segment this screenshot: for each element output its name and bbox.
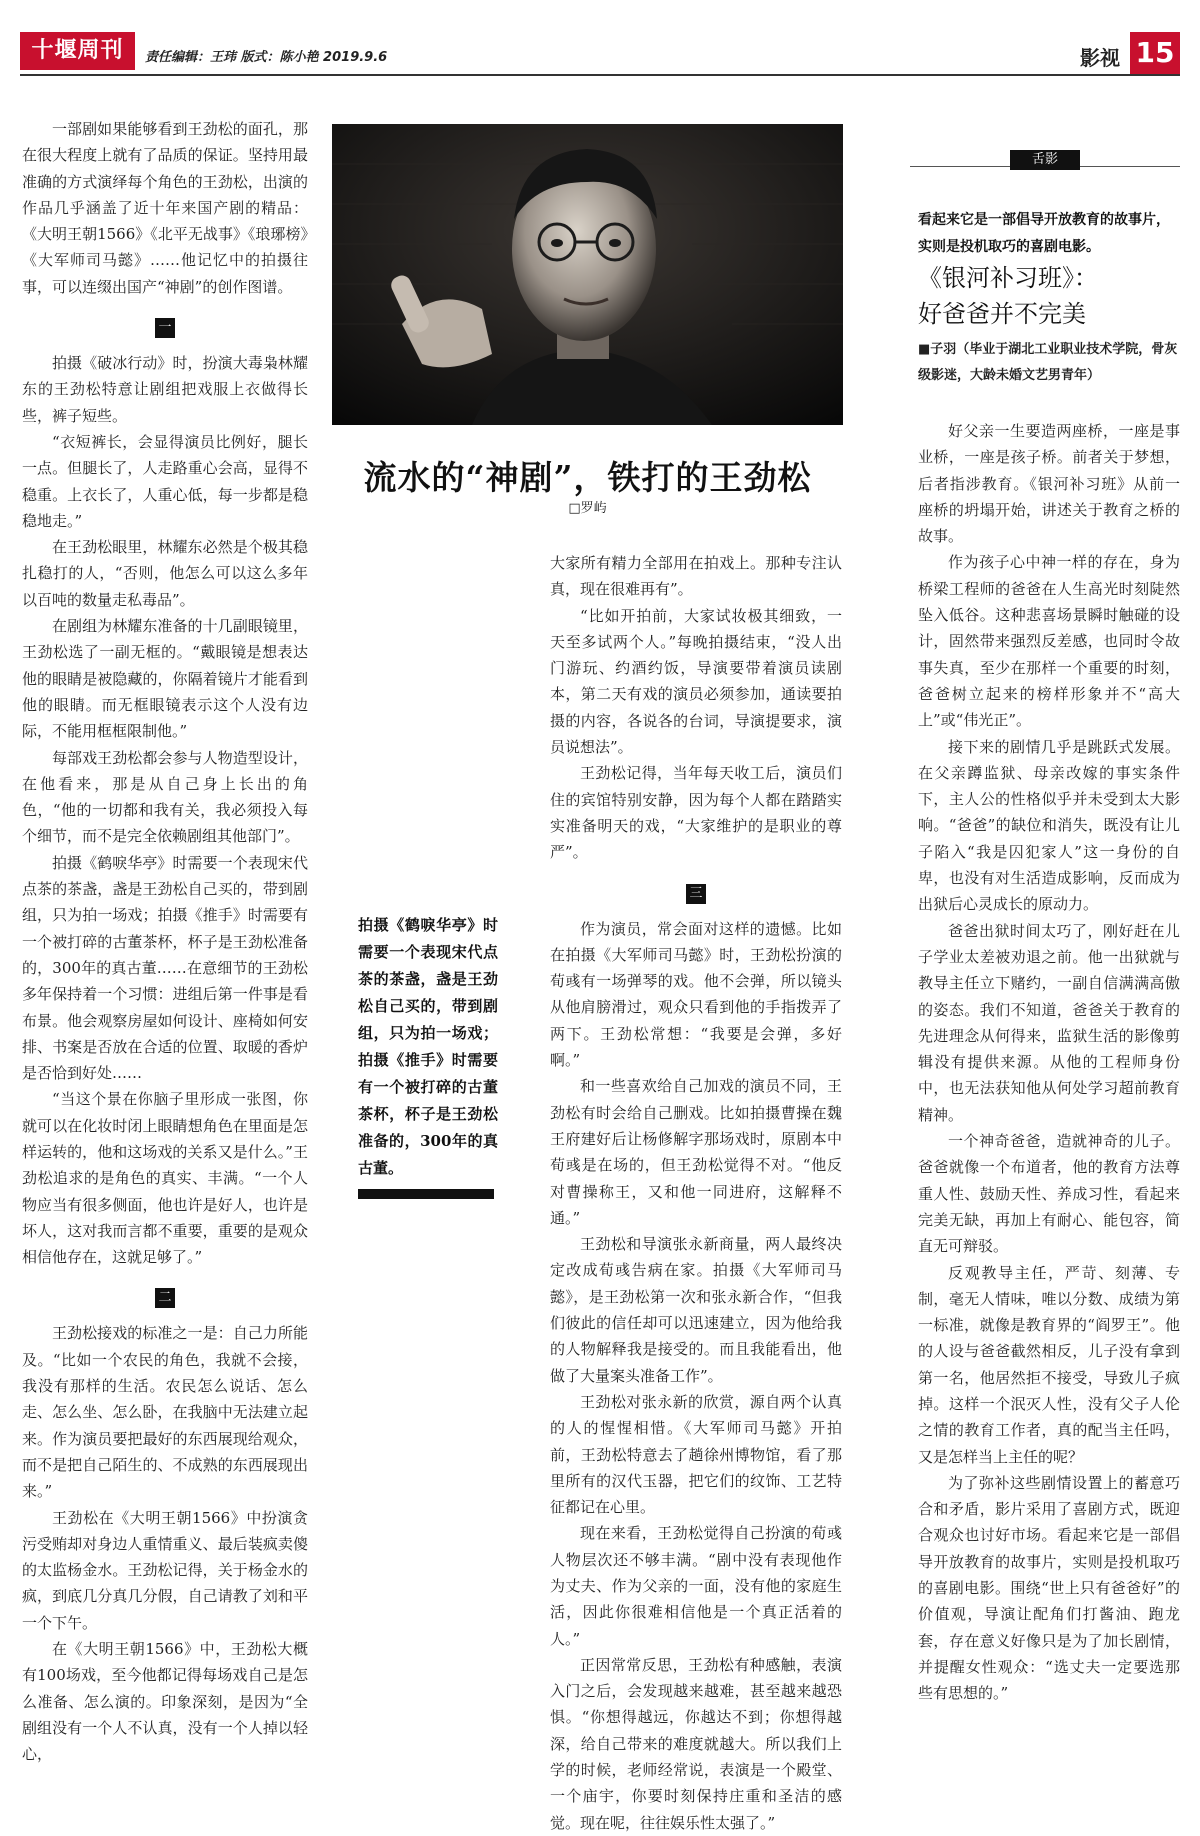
masthead: [20, 32, 1180, 76]
paragraph: 王劲松和导演张永新商量，两人最终决定改成荀彧告病在家。拍摄《大军师司马懿》，是王劲松第一次和张永新合作，“但我们彼此的信任却可以迅速建立，因为他给我的人物解释我是接受的。而且我能看出，他做了大量案头准备工作”。: [550, 1235, 842, 1385]
paragraph: 好父亲一生要造两座桥，一座是事业桥，一座是孩子桥。前者关于梦想，后者指涉教育。《银河补习班》从前一座桥的坍塌开始，讲述关于教育之桥的故事。: [918, 422, 1180, 546]
paragraph: 作为孩子心中神一样的存在，身为桥梁工程师的爸爸在人生高光时刻陡然坠入低谷。这种悲喜场景瞬时触碰的设计，固然带来强烈反差感，也同时令故事失真，至少在那样一个重要的时刻，爸爸树立起来的榜样形象并不“高大上”或“伟光正”。: [918, 553, 1180, 730]
paragraph: 王劲松记得，当年每天收工后，演员们住的宾馆特别安静，因为每个人都在踏踏实实准备明天的戏，“大家维护的是职业的尊严”。: [550, 764, 842, 862]
sidebar-title-line-1: 《银河补习班》：: [918, 264, 1098, 292]
article-column-1: [22, 116, 308, 1768]
sidebar-author: ■子羽（毕业于湖北工业职业技术学院，骨灰级影迷，大龄未婚文艺男青年）: [918, 342, 1178, 383]
sidebar-title: [918, 260, 1180, 332]
paragraph: 拍摄《破冰行动》时，扮演大毒枭林耀东的王劲松特意让剧组把戏服上衣做得长些，裤子短些。: [22, 354, 308, 425]
paragraph: 为了弥补这些剧情设置上的蓄意巧合和矛盾，影片采用了喜剧方式，既迎合观众也讨好市场。看起来它是一部倡导开放教育的故事片，实则是投机取巧的喜剧电影。围绕“世上只有爸爸好”的价值观，导演让配角们打酱油、跑龙套，存在意义好像只是为了加长剧情，并提醒女性观众：“选丈夫一定要选那些有思想的。”: [918, 1473, 1180, 1703]
sidebar-subtitle: 看起来它是一部倡导开放教育的故事片，实则是投机取巧的喜剧电影。: [918, 212, 1170, 255]
article-intro: 一部剧如果能够看到王劲松的面孔，那在很大程度上就有了品质的保证。坚持用最准确的方式演绎每个角色的王劲松，出演的作品几乎涵盖了近十年来国产剧的精品：《大明王朝1566》《北平无战事》《琅琊榜》《大军师司马懿》……他记忆中的拍摄往事，可以连缀出国产“神剧”的创作图谱。: [22, 120, 308, 296]
page-number: 15: [1130, 32, 1180, 74]
article-column-2: [550, 550, 842, 1836]
paragraph: 现在来看，王劲松觉得自己扮演的荀彧人物层次还不够丰满。“剧中没有表现他作为丈夫、作为父亲的一面，没有他的家庭生活，因此你很难相信他是一个真正活着的人。”: [550, 1524, 842, 1648]
paragraph: 反观教导主任，严苛、刻薄、专制，毫无人情味，唯以分数、成绩为第一标准，就像是教育界的“阎罗王”。他的人设与爸爸截然相反，儿子没有拿到第一名，他居然拒不接受，导致儿子疯掉。这样一个泯灭人性，没有父子人伦之情的教育工作者，真的配当主任吗，又是怎样当上主任的呢？: [918, 1263, 1180, 1466]
paragraph: 爸爸出狱时间太巧了，刚好赶在儿子学业太差被劝退之前。他一出狱就与教导主任立下赌约，一副自信满满高傲的姿态。我们不知道，爸爸关于教育的先进理念从何得来，监狱生活的影像剪辑没有提供来源。从他的工程师身份中，也无法获知他从何处学习超前教育精神。: [918, 921, 1180, 1124]
pull-quote: 拍摄《鹤唳华亭》时需要一个表现宋代点茶的茶盏，盏是王劲松自己买的，带到剧组，只为拍一场戏；拍摄《推手》时需要有一个被打碎的古董茶杯，杯子是王劲松准备的，300年的真古董。: [358, 916, 498, 1177]
paragraph: “比如开拍前，大家试妆极其细致，一天至多试两个人。”每晚拍摄结束，“没人出门游玩、约酒约饭，导演要带着演员读剧本，第二天有戏的演员必须参加，通读要拍摄的内容，各说各的台词，导演提要求，演员说想法”。: [550, 606, 842, 757]
section-mark-2: 二: [155, 1288, 175, 1308]
pull-quote-bar: [358, 1189, 494, 1199]
paragraph: 作为演员，常会面对这样的遗憾。比如在拍摄《大军师司马懿》时，王劲松扮演的荀彧有一场弹琴的戏。他不会弹，所以镜头从他肩膀滑过，观众只看到他的手指拨弄了两下。王劲松常想：“我要是会弹，多好啊。”: [550, 919, 842, 1070]
actor-portrait-photo: [332, 124, 843, 425]
paragraph: “衣短裤长，会显得演员比例好，腿长一点。但腿长了，人走路重心会高，显得不稳重。上衣长了，人重心低，每一步都是稳稳地走。”: [22, 432, 308, 530]
section-label: 影视: [1080, 46, 1120, 70]
sidebar-tag: 舌影: [1010, 150, 1080, 170]
paragraph: 一个神奇爸爸，造就神奇的儿子。爸爸就像一个布道者，他的教育方法尊重人性、鼓励天性、养成习性，看起来完美无缺，再加上有耐心、能包容，简直无可辩驳。: [918, 1132, 1180, 1256]
paragraph: 正因常常反思，王劲松有种感触，表演入门之后，会发现越来越难，甚至越来越恐惧。“你想得越远，你越达不到；你想得越深，给自己带来的难度就越大。所以我们上学的时候，老师经常说，表演是一个殿堂、一个庙宇，你要时刻保持庄重和圣洁的感觉。现在呢，往往娱乐性太强了。”: [550, 1655, 842, 1832]
paragraph: 大家所有精力全部用在拍戏上。那种专注认真，现在很难再有”。: [550, 554, 842, 599]
article-byline: □罗屿: [568, 501, 607, 516]
newspaper-logo: 十堰周刊: [20, 32, 135, 70]
section-mark-3: 三: [686, 884, 706, 904]
paragraph: 王劲松接戏的标准之一是：自己力所能及。“比如一个农民的角色，我就不会接，我没有那样的生活。农民怎么说话、怎么走、怎么坐、怎么卧，在我脑中无法建立起来。作为演员要把最好的东西展现给观众，而不是把自己陌生的、不成熟的东西展现出来。”: [22, 1324, 308, 1501]
paragraph: 每部戏王劲松都会参与人物造型设计，在他看来，那是从自己身上长出的角色，“他的一切都和我有关，我必须投入每个细节，而不是完全依赖剧组其他部门”。: [22, 748, 308, 846]
sidebar-column: [918, 418, 1180, 1707]
paragraph: “当这个景在你脑子里形成一张图，你就可以在化妆时闭上眼睛想角色在里面是怎样运转的，他和这场戏的关系又是什么。”王劲松追求的是角色的真实、丰满。“一个人物应当有很多侧面，他也许是好人，也许是坏人，这对我而言都不重要，重要的是观众相信他存在，这就足够了。”: [22, 1090, 308, 1267]
paragraph: 接下来的剧情几乎是跳跃式发展。在父亲蹲监狱、母亲改嫁的事实条件下，主人公的性格似乎并未受到太大影响。“爸爸”的缺位和消失，既没有让儿子陷入“我是囚犯家人”这一身份的自卑，也没有对生活造成影响，反而成为出狱后心灵成长的原动力。: [918, 737, 1180, 914]
editor-credits: 责任编辑：王玮 版式：陈小艳 2019.9.6: [145, 50, 388, 65]
paragraph: 在王劲松眼里，林耀东必然是个极其稳扎稳打的人，“否则，他怎么可以这么多年以百吨的数量走私毒品”。: [22, 538, 308, 609]
paragraph: 王劲松在《大明王朝1566》中扮演贪污受贿却对身边人重情重义、最后装疯卖傻的太监杨金水。王劲松记得，关于杨金水的疯，到底几分真几分假，自己请教了刘和平一个下午。: [22, 1508, 308, 1632]
paragraph: 和一些喜欢给自己加戏的演员不同，王劲松有时会给自己删戏。比如拍摄曹操在魏王府建好后让杨修解字那场戏时，原剧本中荀彧是在场的，但王劲松觉得不对。“他反对曹操称王，又和他一同进府，这解释不通。”: [550, 1077, 842, 1227]
section-mark-1: 一: [155, 318, 175, 338]
header-rule: [20, 74, 1180, 76]
paragraph: 在《大明王朝1566》中，王劲松大概有100场戏，至今他都记得每场戏自己是怎么准备、怎么演的。印象深刻，是因为“全剧组没有一个人不认真，没有一个人掉以轻心，: [22, 1640, 308, 1764]
paragraph: 拍摄《鹤唳华亭》时需要一个表现宋代点茶的茶盏，盏是王劲松自己买的，带到剧组，只为拍一场戏；拍摄《推手》时需要有一个被打碎的古董茶杯，杯子是王劲松准备的，300年的真古董……在意细节的王劲松多年保持着一个习惯：进组后第一件事是看布景。他会观察房屋如何设计、座椅如何安排、书案是否放在合适的位置、取暖的香炉是否恰到好处……: [22, 853, 308, 1083]
paragraph: 王劲松对张永新的欣赏，源自两个认真的人的惺惺相惜。《大军师司马懿》开拍前，王劲松特意去了趟徐州博物馆，看了那里所有的汉代玉器，把它们的纹饰、工艺特征都记在心里。: [550, 1392, 842, 1517]
sidebar-title-line-2: 好爸爸并不完美: [918, 300, 1086, 328]
article-headline: 流水的“神剧”，铁打的王劲松: [363, 458, 812, 497]
paragraph: 在剧组为林耀东准备的十几副眼镜里，王劲松选了一副无框的。“戴眼镜是想表达他的眼睛是被隐藏的，你隔着镜片才能看到他的眼睛。而无框眼镜表示这个人没有边际，不能用框框限制他。”: [22, 617, 308, 741]
